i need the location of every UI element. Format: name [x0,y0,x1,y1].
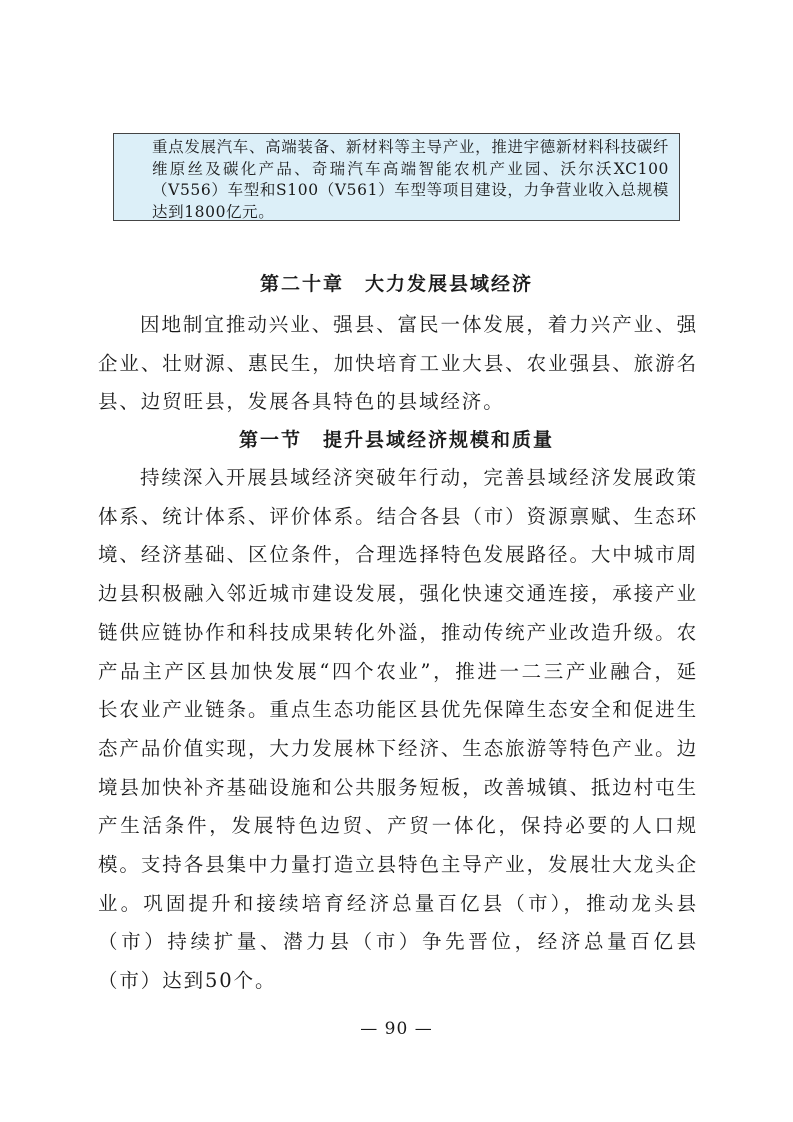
page-number: — 90 — [360,1019,433,1039]
section-title: 第一节 提升县域经济规模和质量 [238,429,554,451]
boxed-note [113,133,680,221]
chapter-title: 第二十章 大力发展县域经济 [259,273,533,295]
section-body-paragraph: 持续深入开展县域经济突破年行动，完善县域经济发展政策体系、统计体系、评价体系。结合各县（市）资源禀赋、生态环境、经济基础、区位条件，合理选择特色发展路径。大中城市周边县积极融入邻近城市建设发展，强化快速交通连接，承接产业链供应链协作和科技成果转化外溢，推动传统产业改造升级。农产品主产区县加快发展“四个农业”，推进一二三产业融合，延长农业产业链条。重点生态功能区县优先保障生态安全和促进生态产品价值实现，大力发展林下经济、生态旅游等特色产业。边境县加快补齐基础设施和公共服务短板，改善城镇、抵边村屯生产生活条件，发展特色边贸、产贸一体化，保持必要的人口规模。支持各县集中力量打造立县特色主导产业，发展壮大龙头企业。巩固提升和接续培育经济总量百亿县（市），推动龙头县（市）持续扩量、潜力县（市）争先晋位，经济总量百亿县（市）达到50个。 [98,466,698,993]
boxed-note-text: 重点发展汽车、高端装备、新材料等主导产业，推进宇德新材料科技碳纤维原丝及碳化产品、奇瑞汽车高端智能农机产业园、沃尔沃XC100（V556）车型和S100（V561）车型等项目建设，力争营业收入总规模达到1800亿元。 [152,138,669,221]
chapter-intro-paragraph: 因地制宜推动兴业、强县、富民一体发展，着力兴产业、强企业、壮财源、惠民生，加快培育工业大县、农业强县、旅游名县、边贸旺县，发展各具特色的县域经济。 [98,313,698,414]
